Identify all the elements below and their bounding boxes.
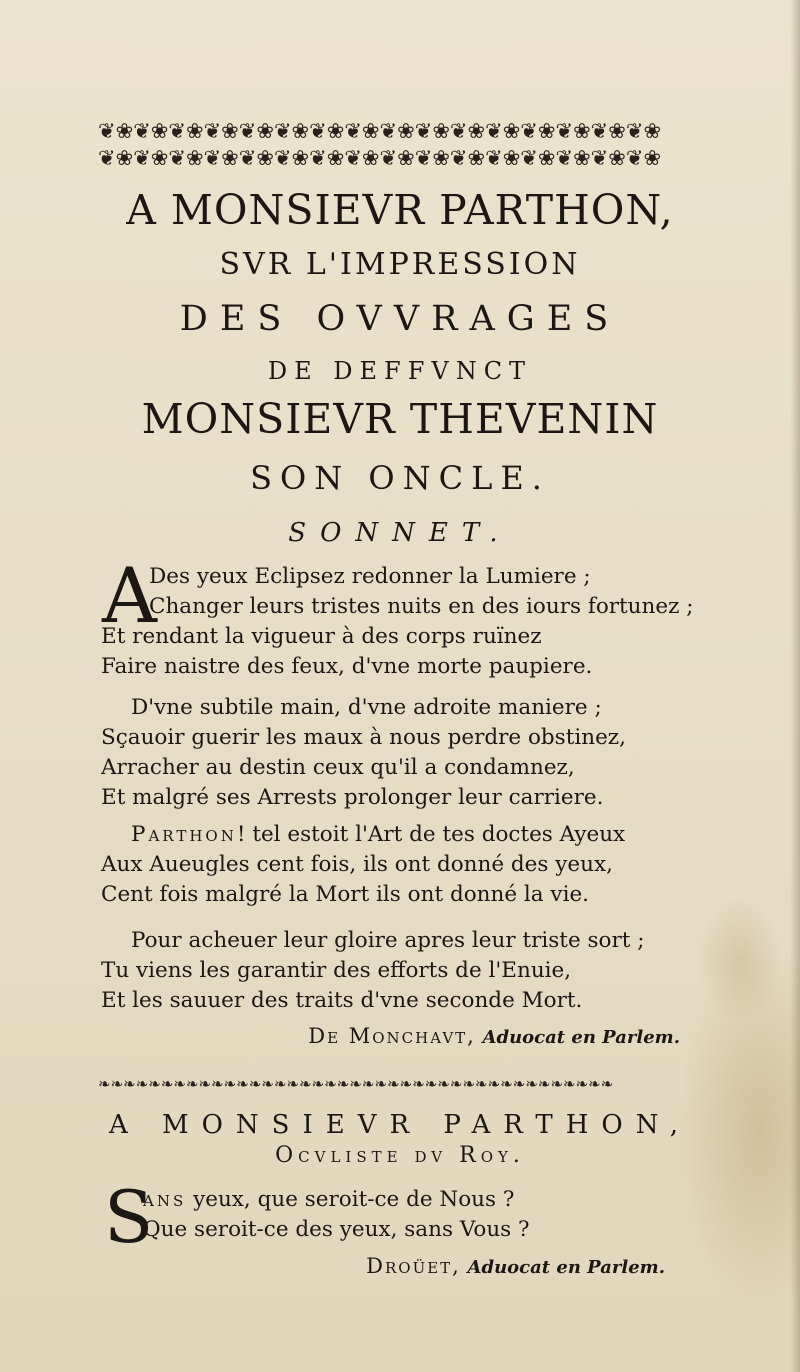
poem-line: Sçauoir guerir les maux à nous perdre obstinez, [101, 725, 626, 750]
heading-relation: SON ONCLE. [250, 459, 550, 497]
poem-line: Cent fois malgré la Mort ils ont donné la vie. [101, 882, 590, 907]
poem-line [101, 1184, 601, 1214]
poem-line [101, 820, 691, 850]
signature-name: De Monchavt, [308, 1024, 476, 1048]
page-edge-shadow [790, 0, 800, 1372]
sonnet-stanza-3 [101, 820, 691, 910]
sonnet-stanza-4 [101, 926, 691, 1016]
heading-late: DE DEFFVNCT [267, 357, 533, 385]
poem-line: Des yeux Eclipsez redonner la Lumiere ; [149, 564, 591, 589]
epigram-signature [366, 1254, 665, 1278]
poem-line: Et malgré ses Arrests prolonger leur carriere. [101, 785, 604, 810]
poem-line-rest: yeux, que seroit-ce de Nous ? [186, 1187, 515, 1212]
small-caps-word: ans [143, 1187, 187, 1212]
poem-line: Pour acheuer leur gloire apres leur triste sort ; [131, 928, 645, 953]
top-ornament-band [98, 118, 702, 176]
poem-line: Que seroit-ce des yeux, sans Vous ? [143, 1217, 530, 1242]
signature-name: Droüet, [366, 1254, 461, 1278]
heading-subject: SVR L'IMPRESSION [219, 247, 581, 282]
sonnet-stanza-2 [101, 693, 691, 813]
poem-line: Et rendant la vigueur à des corps ruïnez [101, 624, 542, 649]
heading-dedication: A MONSIEVR PARTHON, [126, 186, 674, 234]
heading-sonnet: SONNET. [288, 518, 512, 548]
poem-line-rest: ! tel estoit l'Art de tes doctes Ayeux [236, 822, 626, 847]
heading-name: MONSIEVR THEVENIN [141, 395, 659, 443]
heading-oculist: Ocvliste dv Roy. [275, 1143, 525, 1168]
addressee-name: Parthon [131, 822, 237, 847]
drop-cap: A [102, 551, 157, 640]
poem-line: Tu viens les garantir des efforts de l'Enuie, [101, 958, 572, 983]
poem-line: Aux Aueugles cent fois, ils ont donné des yeux, [101, 852, 613, 877]
poem-line: Changer leurs tristes nuits en des iours fortunez ; [149, 594, 694, 619]
poem-line: Et les sauuer des traits d'vne seconde Mort. [101, 988, 583, 1013]
epigram [101, 1184, 601, 1244]
signature-role: Aduocat en Parlem. [482, 1027, 680, 1048]
poem-line: D'vne subtile main, d'vne adroite maniere ; [131, 695, 602, 720]
middle-ornament-band [98, 1072, 702, 1098]
ornament-row: ❦❀❦❀❦❀❦❀❦❀❦❀❦❀❦❀❦❀❦❀❦❀❦❀❦❀❦❀❦❀❦❀ [98, 146, 662, 170]
ornament-row: ❦❀❦❀❦❀❦❀❦❀❦❀❦❀❦❀❦❀❦❀❦❀❦❀❦❀❦❀❦❀❦❀ [98, 119, 662, 143]
sonnet-signature [308, 1024, 680, 1048]
ornament-row: ❧❧❧❧❧❧❧❧❧❧❧❧❧❧❧❧❧❧❧❧❧❧❧❧❧❧❧❧❧❧❧❧❧❧❧❧❧❧❧❧❧ [98, 1075, 614, 1093]
drop-cap: S [104, 1175, 154, 1259]
heading-works: DES OVVRAGES [179, 299, 621, 339]
poem-line: Arracher au destin ceux qu'il a condamnez, [101, 755, 575, 780]
heading-second-dedication: A MONSIEVR PARTHON, [108, 1110, 692, 1140]
signature-role: Aduocat en Parlem. [467, 1257, 665, 1278]
poem-line: Faire naistre des feux, d'vne morte paupiere. [101, 654, 593, 679]
sonnet-stanza-1 [101, 551, 694, 682]
